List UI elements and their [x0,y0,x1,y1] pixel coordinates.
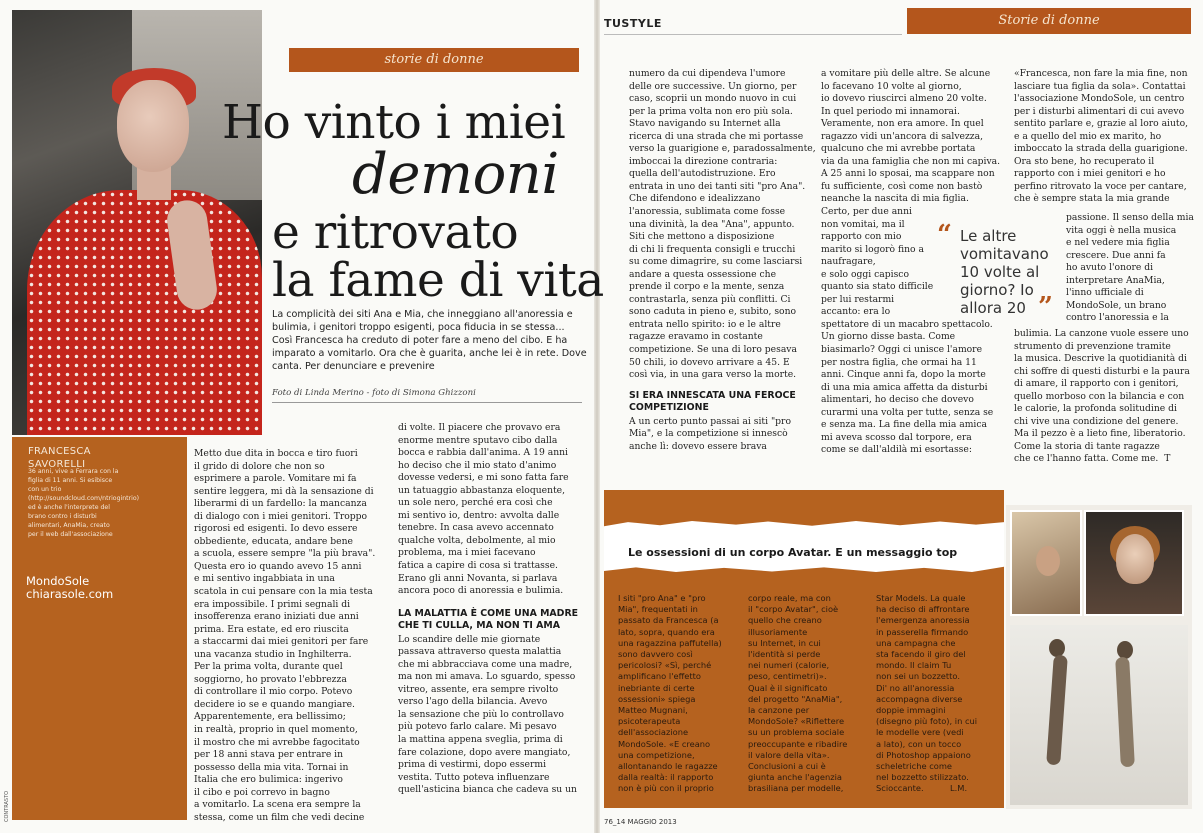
portrait-small-face [1116,534,1154,584]
bio-sidebar [12,437,187,820]
pull-quote: Le altre vomitavano 10 volte al giorno? Io allora 20 [960,227,1049,317]
boxed-article-column-2: corpo reale, ma con il "corpo Avatar", cioè quello che creano illusoriamente su Internet, in cui l'identità si perde nei numeri (calorie, peso, centimetri)». Qual è il significato del progetto "AnaMia", la canzone per MondoSole? «Riflettere su un problema sociale preoccupante e ribadire il valore della vita». Conclusioni a cui è giunta anche l'agenzia brasiliana per modelle, [748,593,848,794]
body-column-2 [398,422,590,797]
body-column-1: Metto due dita in bocca e tiro fuori il grido di dolore che non so esprimere a parole. Vomitare mi fa sentire leggera, mi dà la sensazione di liberarmi di un fardello: la mancanza di dialogo con i miei genitori. Troppo rigorosi ed esigenti. Io devo essere obbediente, educata, andare bene a scuola, essere sempre "la più brava". Questa ero io quando avevo 15 anni e mi sentivo ingabbiata in una scatola in cui pensare con la mia testa era impossibile. I primi segnali di insofferenza erano iniziati due anni prima. Era estate, ed ero riuscita a staccarmi dai miei genitori per fare una vacanza studio in Inghilterra. Per la prima volta, durante quel soggiorno, ho provato l'ebbrezza di controllare il mio corpo. Potevo decidere io se e quando mangiare. Apparentemente, era bellissimo; in realtà, proprio in quel momento, il mostro che mi avrebbe fagocitato per 18 anni stava per entrare in possesso della mia vita. Tornai in Italia che ero bulimica: ingerivo il cibo e poi correvo in bagno a vomitarlo. La scena era sempre la stessa, come un film che vedi decine [194,448,376,823]
photo-agency-credit: CONTRASTO [4,790,10,822]
photo-credit: Foto di Linda Merino - foto di Simona Ghizzoni [272,388,476,398]
boxed-article-title: Le ossessioni di un corpo Avatar. E un messaggio top [628,546,958,559]
watermark-line-1: MondoSole [26,574,90,588]
childhood-photo [1010,510,1082,616]
photo-red-polka-dot-dress [27,190,262,435]
subheading-1: LA MALATTIA È COME UNA MADRE CHE TI CULLA, MA NON TI AMA [398,607,579,631]
header-rule [604,34,902,35]
page-number: 76_14 MAGGIO 2013 [604,818,677,826]
headline-line-4: la fame di vita [272,253,604,308]
models-campaign-image [1010,625,1188,805]
boxed-article-column-3: Star Models. La quale ha deciso di affrontare l'emergenza anoressia in passerella firmando una campagna che sta facendo il giro del mondo. Il claim Tu non sei un bozzetto. Di' no all'anoressia accompagna diverse doppie immagini (disegno più foto), in cui le modelle vere (vedi a lato), con un tocco di Photoshop appaiono scheletriche come nel bozzetto stilizzato. Scioccante. L.M. [876,593,978,794]
subheading-2: SI ERA INNESCATA UNA FEROCE COMPETIZIONE [629,389,796,413]
subject-bio: 36 anni, vive a Ferrara con la figlia di 11 anni. Si esibisce con un trio (http://soundcloud.com/ntriogintrio) ed è anche l'interprete del brano contro i disturbi alimentari, AnaMia, creato per il web dall'associazione [28,468,140,538]
body-column-2-part-b: Lo scandire delle mie giornate passava attraverso questa malattia che mi abbracciava come una madre, ma non mi amava. Lo sguardo, spesso vitreo, assente, era sempre rivolto verso l'ago della bilancia. Avevo la sensazione che più lo controllavo più potevo farlo calare. Mi pesavo la mattina appena sveglia, prima di fare colazione, dopo avere mangiato, prima di vestirmi, dopo essermi vestita. Tutto poteva influenzare quell'asticina bianca che cadeva su un [398,633,577,796]
quote-close-mark: ” [1038,292,1053,322]
article-lead: La complicità dei siti Ana e Mia, che inneggiano all'anoressia e bulimia, i genitori troppo esigenti, poca fiducia in se stessa... Così Francesca ha creduto di poter fare a meno del cibo. E ha imparato a vomitarlo. Ora che è guarita, anche lei è in rete. Dove canta. Per denunciare e prevenire [272,309,587,372]
headline-line-1: Ho vinto i miei [222,95,566,150]
model-photo-figure [1115,657,1135,768]
childhood-photo-figure [1036,546,1060,576]
section-rubric-left: storie di donne [289,48,579,72]
model-sketch-figure [1046,655,1068,766]
body-column-5-part-c: bulimia. La canzone vuole essere uno strumento di prevenzione tramite la musica. Descrive la quotidianità di chi soffre di questi disturbi e la paura di amare, il rapporto con i genitori, quello morboso con la bilancia e con le calorie, la profonda solitudine di chi vive una condizione del genere. Ma il pezzo è a lieto fine, liberatorio. Come la storia di tante ragazze che ce l'hanno fatta. Come me. T [1014,328,1190,465]
portrait-photo [12,10,262,435]
portrait-small-photo [1084,510,1184,616]
body-column-3 [629,68,819,453]
body-column-5-part-a: «Francesca, non fare la mia fine, non lasciare tua figlia da sola». Contattai l'associazione MondoSole, un centro per i disturbi alimentari di cui avevo sentito parlare e, grazie al loro aiuto, e a quello del mio ex marito, ho imboccato la strada della guarigione. Ora sto bene, ho recuperato il rapporto con i miei genitori e ho perfino ritrovato la voce per cantare, che è sempre stata la mia grande [1014,68,1189,205]
magazine-name: TUSTYLE [604,17,662,30]
model-sketch-head [1049,639,1065,657]
watermark-line-2: chiarasole.com [26,587,114,601]
boxed-article-column-1: I siti "pro Ana" e "pro Mia", frequentati in passato da Francesca (a lato, sopra, quando era una ragazzina paffutella) sono davvero così pericolosi? «Sì, perché amplificano l'effetto inebriante di certe ossessioni» spiega Matteo Mugnani, psicoterapeuta dell'associazione MondoSole. «E creano una competizione, allontanando le ragazze dalla realtà: il rapporto non è più con il proprio [618,593,722,794]
page-gutter [594,0,600,833]
body-column-3-part-a: numero da cui dipendeva l'umore delle ore successive. Un giorno, per caso, scoprii un mondo nuovo in cui per la prima volta non ero più sola. Stavo navigando su Internet alla ricerca di una strada che mi portasse verso la guarigione e, paradossalmente, imboccai la direzione contraria: quella dell'autodistruzione. Ero entrata in uno dei tanti siti "pro Ana". Che difendono e idealizzano l'anoressia, sublimata come fosse una divinità, la dea "Ana", appunto. Siti che mettono a disposizione di chi li frequenta consigli e trucchi su come dimagrire, su come lasciarsi andare a questa ossessione che prende il corpo e la mente, senza contrastarla, senza più conflitti. Ci sono caduta in pieno e, subito, sono entrata nello spirito: io e le altre ragazze eravamo in costante competizione. Se una di loro pesava 50 chili, io dovevo arrivare a 45. E così via, in una gara verso la morte. [629,68,816,381]
watermark [26,575,113,601]
credit-divider [272,402,582,403]
quote-open-mark: “ [937,220,952,250]
body-column-3-part-b: A un certo punto passai ai siti "pro Mia", e la competizione si innescò anche lì: dovevo essere brava [629,415,791,452]
model-photo-head [1117,641,1133,659]
body-column-5-part-b: passione. Il senso della mia vita oggi è nella musica e nel vedere mia figlia crescere. Due anni fa ho avuto l'onore di interpretare AnaMia, l'inno ufficiale di MondoSole, un brano contro l'anoressia e la [1066,212,1194,324]
body-column-4: a vomitare più delle altre. Se alcune lo facevano 10 volte al giorno, io dovevo riuscirci almeno 20 volte. In quel periodo mi innamorai. Veramente, non era amore. In quel ragazzo vidi un'ancora di salvezza, qualcuno che mi avrebbe portata via da una famiglia che non mi capiva. A 25 anni lo sposai, ma scappare non fu sufficiente, così come non bastò neanche la nascita di mia figlia. Certo, per due anni non vomitai, ma il rapporto con mio marito si logorò fino a naufragare, e solo oggi capisco quanto sia stato difficile per lui restarmi accanto: era lo spettatore di un macabro spettacolo. Un giorno disse basta. Come biasimarlo? Oggi ci unisce l'amore per nostra figlia, che ormai ha 11 anni. Cinque anni fa, dopo la morte di una mia amica affetta da disturbi alimentari, ho deciso che dovevo curarmi una volta per tutte, senza se e senza ma. La fine della mia amica mi aveva scosso dal torpore, era come se dall'aldilà mi esortasse: [821,68,1001,456]
body-column-2-part-a: di volte. Il piacere che provavo era enorme mentre sputavo cibo dalla bocca e rabbia dall'anima. A 19 anni ho deciso che il mio stato d'animo dovesse vedersi, e mi sono fatta fare un tatuaggio abbastanza eloquente, un sole nero, perché era così che mi sentivo io, dentro: avvolta dalle tenebre. In casa avevo accennato qualche volta, debolmente, al mio problema, ma i miei facevano fatica a capire di cosa si trattasse. Erano gli anni Novanta, si parlava ancora poco di anoressia e bulimia. [398,422,569,597]
subject-name: FRANCESCA SAVORELLI [28,446,91,470]
headline-line-2: demoni [352,142,559,207]
section-rubric-right: Storie di donne [907,8,1191,34]
photo-face [117,80,189,172]
headline-line-3: e ritrovato [272,205,519,260]
